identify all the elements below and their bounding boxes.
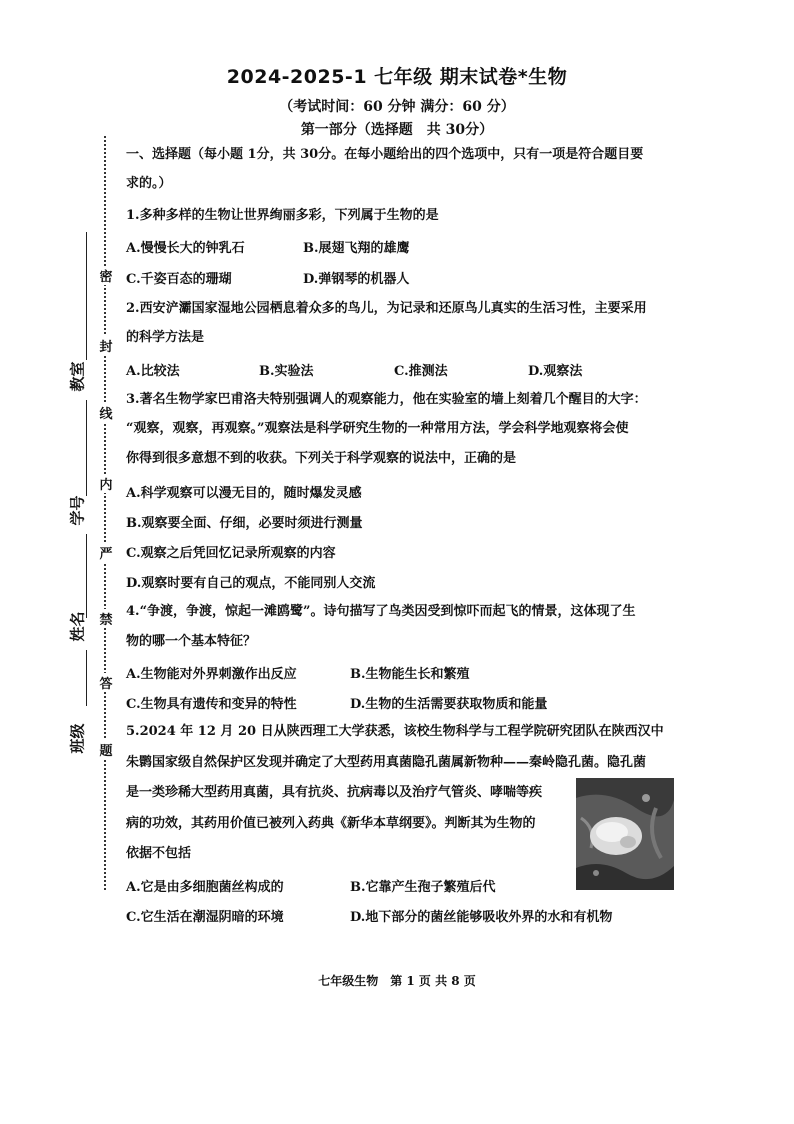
question-5-stem-cont: 朱鹮国家级自然保护区发现并确定了大型药用真菌隐孔菌属新物种——秦岭隐孔菌。隐孔菌 — [126, 755, 647, 770]
part-title: 第一部分（选择题 共 30分） — [300, 122, 494, 138]
classroom-label: 教室 — [68, 361, 87, 392]
q2-option-a[interactable]: A.比较法 — [126, 364, 180, 379]
student-id-label: 学号 — [68, 495, 87, 526]
q5-option-d[interactable]: D.地下部分的菌丝能够吸收外界的水和有机物 — [350, 910, 613, 925]
question-4-stem-cont: 物的哪一个基本特征？ — [126, 634, 257, 649]
exam-info: （考试时间：60 分钟 满分：60 分） — [279, 99, 515, 115]
q3-option-a[interactable]: A.科学观察可以漫无目的，随时爆发灵感 — [126, 486, 362, 501]
q5-option-c[interactable]: C.它生活在潮湿阴暗的环境 — [126, 910, 284, 925]
binding-dotted-line — [104, 136, 106, 890]
question-4-stem: 4.“争渡，争渡，惊起一滩鸥鹭”。诗句描写了鸟类因受到惊吓而起飞的情景，这体现了生 — [126, 604, 636, 619]
page-footer: 七年级生物 第 1 页 共 8 页 — [318, 974, 476, 988]
q4-option-a[interactable]: A.生物能对外界刺激作出反应 — [126, 667, 297, 682]
class-blank-line — [86, 650, 87, 706]
question-5-stem-cont: 病的功效，其药用价值已被列入药典《新华本草纲要》。判断其为生物的 — [126, 816, 536, 831]
question-2-stem: 2.西安浐灞国家湿地公园栖息着众多的鸟儿，为记录和还原鸟儿真实的生活习性，主要采用 — [126, 301, 647, 316]
q3-option-d[interactable]: D.观察时要有自己的观点，不能同别人交流 — [126, 576, 376, 591]
seal-char: 封 — [98, 336, 114, 355]
question-3-stem-cont: “观察，观察，再观察。”观察法是科学研究生物的一种常用方法，学会科学地观察将会使 — [126, 421, 629, 436]
question-2-stem-cont: 的科学方法是 — [126, 330, 205, 345]
section-intro-cont: 求的。） — [126, 176, 172, 191]
name-label: 姓名 — [68, 611, 87, 642]
seal-char: 题 — [98, 740, 114, 759]
question-3-stem-cont: 你得到很多意想不到的收获。下列关于科学观察的说法中，正确的是 — [126, 451, 517, 466]
seal-char: 密 — [98, 266, 114, 285]
q2-option-b[interactable]: B.实验法 — [259, 364, 314, 379]
question-1-stem: 1.多种多样的生物让世界绚丽多彩，下列属于生物的是 — [126, 208, 439, 223]
q1-option-a[interactable]: A.慢慢长大的钟乳石 — [126, 241, 245, 256]
q4-option-c[interactable]: C.生物具有遗传和变异的特性 — [126, 697, 297, 712]
classroom-blank-line — [86, 232, 87, 360]
section-intro: 一、选择题（每小题 1分，共 30分。在每小题给出的四个选项中，只有一项是符合题目要 — [126, 147, 644, 162]
q4-option-d[interactable]: D.生物的生活需要获取物质和能量 — [350, 697, 548, 712]
fungus-photo — [576, 778, 674, 890]
seal-char: 线 — [98, 403, 114, 422]
fungus-illustration — [576, 778, 674, 890]
q3-option-b[interactable]: B.观察要全面、仔细，必要时须进行测量 — [126, 516, 363, 531]
q2-option-d[interactable]: D.观察法 — [528, 364, 583, 379]
q3-option-c[interactable]: C.观察之后凭回忆记录所观察的内容 — [126, 546, 336, 561]
q5-option-b[interactable]: B.它靠产生孢子繁殖后代 — [350, 880, 496, 895]
q4-option-b[interactable]: B.生物能生长和繁殖 — [350, 667, 470, 682]
question-5-stem-cont: 是一类珍稀大型药用真菌，具有抗炎、抗病毒以及治疗气管炎、哮喘等疾 — [126, 785, 543, 800]
q1-option-c[interactable]: C.千姿百态的珊瑚 — [126, 272, 232, 287]
class-label: 班级 — [68, 723, 87, 754]
seal-char: 严 — [98, 543, 114, 562]
seal-char: 答 — [98, 673, 114, 692]
question-3-stem: 3.著名生物学家巴甫洛夫特别强调人的观察能力，他在实验室的墙上刻着几个醒目的大字： — [126, 392, 647, 407]
q1-option-d[interactable]: D.弹钢琴的机器人 — [303, 272, 410, 287]
seal-char: 内 — [98, 474, 114, 493]
question-5-stem-cont: 依据不包括 — [126, 846, 192, 861]
q5-option-a[interactable]: A.它是由多细胞菌丝构成的 — [126, 880, 284, 895]
q2-option-c[interactable]: C.推测法 — [394, 364, 448, 379]
q1-option-b[interactable]: B.展翅飞翔的雄鹰 — [303, 241, 410, 256]
seal-char: 禁 — [98, 609, 114, 628]
name-blank-line — [86, 534, 87, 618]
exam-title: 2024-2025-1 七年级 期末试卷*生物 — [226, 66, 568, 88]
student-id-blank-line — [86, 400, 87, 496]
question-5-stem: 5.2024 年 12 月 20 日从陕西理工大学获悉，该校生物科学与工程学院研究团队在陕西汉中 — [126, 724, 664, 739]
